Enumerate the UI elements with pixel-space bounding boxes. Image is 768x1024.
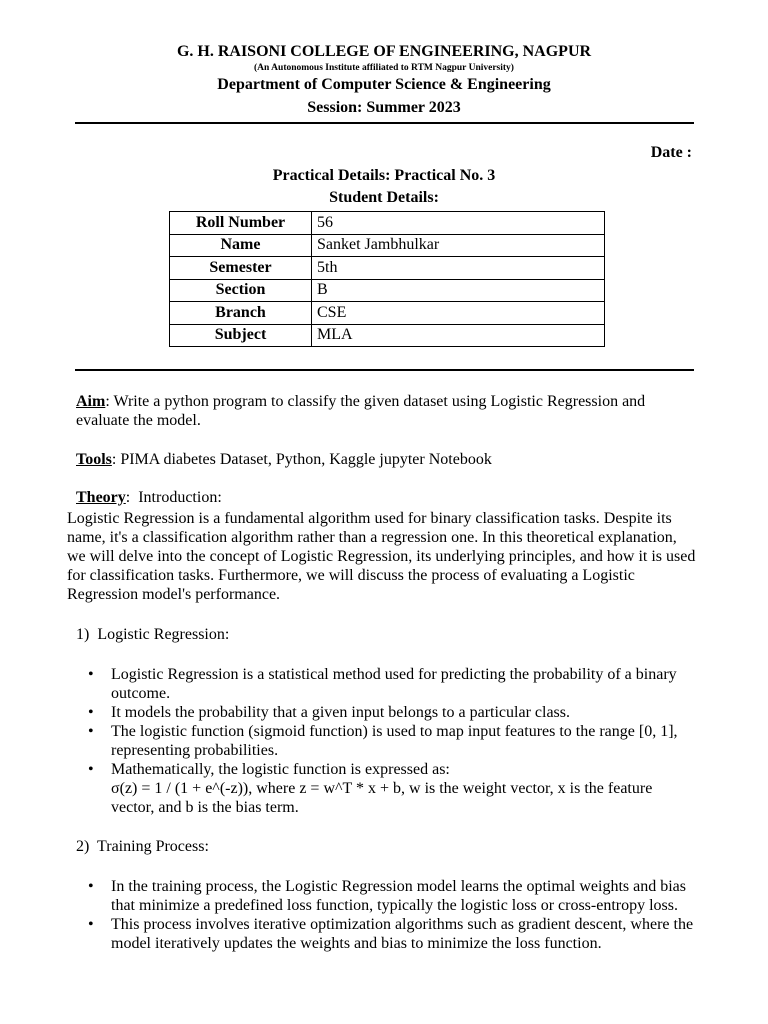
bullet-list — [76, 665, 696, 817]
tools-text: : PIMA diabetes Dataset, Python, Kaggle jupyter Notebook — [111, 451, 492, 468]
table-row — [170, 234, 605, 257]
row-value: B — [312, 279, 605, 302]
theory-text: : Introduction: — [125, 489, 222, 506]
table-row — [170, 324, 605, 347]
row-value: CSE — [312, 302, 605, 325]
theory-sections — [76, 625, 696, 973]
table-row — [170, 302, 605, 325]
aim-label: Aim — [76, 393, 106, 410]
college-name: G. H. RAISONI COLLEGE OF ENGINEERING, NAGPUR — [176, 43, 592, 60]
theory-label: Theory — [76, 489, 126, 506]
section-divider — [75, 369, 694, 371]
student-details-title: Student Details: — [329, 189, 439, 206]
session: Session: Summer 2023 — [307, 99, 461, 116]
date-label: Date : — [650, 144, 692, 161]
theory — [76, 488, 222, 507]
table-row — [170, 257, 605, 280]
section-heading: 1) Logistic Regression: — [76, 626, 230, 643]
row-key: Roll Number — [170, 212, 312, 235]
list-item: • Mathematically, the logistic function is expressed as: σ(z) = 1 / (1 + e^(-z)), where z = w^T * x + b, w is the weight vector, x is the feature vector, and b is the bias term. — [76, 760, 696, 817]
section-heading: 2) Training Process: — [76, 838, 209, 855]
aim-text: : Write a python program to classify the given dataset using Logistic Regression and evaluate the model. — [76, 393, 646, 429]
bullet-list — [76, 877, 696, 953]
list-item: • This process involves iterative optimization algorithms such as gradient descent, where the model iteratively updates the weights and bias to minimize the loss function. — [76, 915, 696, 953]
row-key: Name — [170, 234, 312, 257]
header-divider — [75, 122, 694, 124]
row-key: Semester — [170, 257, 312, 280]
table-row — [170, 279, 605, 302]
row-value: Sanket Jambhulkar — [312, 234, 605, 257]
row-value: 5th — [312, 257, 605, 280]
row-key: Subject — [170, 324, 312, 347]
row-value: 56 — [312, 212, 605, 235]
practical-title: Practical Details: Practical No. 3 — [272, 167, 496, 184]
row-value: MLA — [312, 324, 605, 347]
department: Department of Computer Science & Engineering — [217, 76, 551, 93]
tools — [76, 450, 696, 469]
table-row — [170, 212, 605, 235]
list-item: • The logistic function (sigmoid function) is used to map input features to the range [0, 1], representing probabilities. — [76, 722, 696, 760]
tools-label: Tools — [76, 451, 112, 468]
student-details-table — [169, 211, 605, 347]
intro-paragraph: Logistic Regression is a fundamental algorithm used for binary classification tasks. Despite its name, it's a classification algorithm rather than a regression one. In this theoretical explanation, we will delve into the concept of Logistic Regression, its underlying principles, and how it is used for classification tasks. Furthermore, we will discuss the process of evaluating a Logistic Regression model's performance. — [67, 510, 696, 603]
affiliation: (An Autonomous Institute affiliated to RTM Nagpur University) — [254, 63, 514, 73]
list-item: • In the training process, the Logistic Regression model learns the optimal weights and bias that minimize a predefined loss function, typically the logistic loss or cross-entropy loss. — [76, 877, 696, 915]
row-key: Branch — [170, 302, 312, 325]
list-item: • It models the probability that a given input belongs to a particular class. — [76, 703, 696, 722]
aim — [76, 392, 676, 430]
row-key: Section — [170, 279, 312, 302]
list-item: • Logistic Regression is a statistical method used for predicting the probability of a binary outcome. — [76, 665, 696, 703]
